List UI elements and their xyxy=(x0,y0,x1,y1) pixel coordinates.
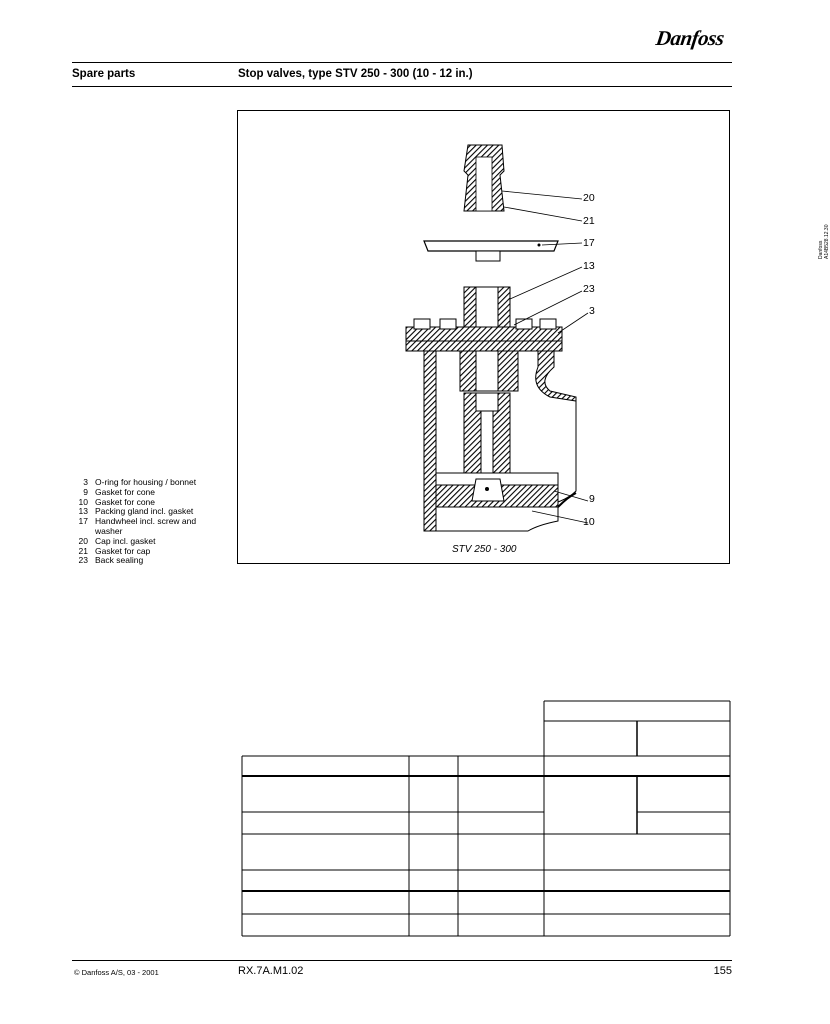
callout-3: 3 xyxy=(589,305,595,317)
callout-13: 13 xyxy=(583,260,595,272)
part-description: O-ring for housing / bonnet xyxy=(95,477,197,487)
part-number: 20 xyxy=(78,535,88,546)
part-description: Gasket for cone xyxy=(95,496,156,507)
header-rule xyxy=(72,62,732,63)
part-description: Handwheel incl. screw and washer xyxy=(95,516,197,536)
drawing-reference-code: Danfoss A14B528.12.30 xyxy=(818,224,830,259)
page-title: Stop valves, type STV 250 - 300 (10 - 12 in.) xyxy=(238,68,473,80)
valve-drawing-frame xyxy=(237,110,830,564)
footer-rule xyxy=(72,960,732,961)
figure-caption: STV 250 - 300 xyxy=(452,544,517,555)
callout-17: 17 xyxy=(583,237,595,249)
part-description: Gasket for cone xyxy=(95,486,156,497)
section-label: Spare parts xyxy=(72,68,136,80)
list-item xyxy=(72,547,215,557)
list-item xyxy=(72,556,215,566)
title-rule xyxy=(72,86,732,87)
callout-9: 9 xyxy=(589,493,595,505)
part-description: Gasket for cap xyxy=(95,545,151,556)
part-number: 3 xyxy=(83,477,88,487)
callout-20: 20 xyxy=(583,192,595,204)
copyright-text: © Danfoss A/S, 03 - 2001 xyxy=(74,968,159,977)
part-number: 10 xyxy=(78,496,88,507)
callout-10: 10 xyxy=(583,516,595,528)
callout-21: 21 xyxy=(583,215,595,227)
part-number: 17 xyxy=(78,516,88,527)
callout-23: 23 xyxy=(583,283,595,295)
document-code: RX.7A.M1.02 xyxy=(238,965,304,977)
page-number: 155 xyxy=(713,965,732,977)
part-number: 21 xyxy=(78,545,88,556)
danfoss-logo: Danfoss xyxy=(654,26,726,50)
part-description: Cap incl. gasket xyxy=(95,535,156,546)
list-item xyxy=(72,517,215,537)
part-number: 23 xyxy=(78,555,88,566)
part-number: 9 xyxy=(83,486,88,497)
valve-cross-section-drawing xyxy=(238,111,731,565)
part-description: Packing gland incl. gasket xyxy=(95,506,194,517)
part-description: Back sealing xyxy=(95,555,144,566)
parts-list xyxy=(72,478,215,566)
part-number: 13 xyxy=(78,506,88,517)
